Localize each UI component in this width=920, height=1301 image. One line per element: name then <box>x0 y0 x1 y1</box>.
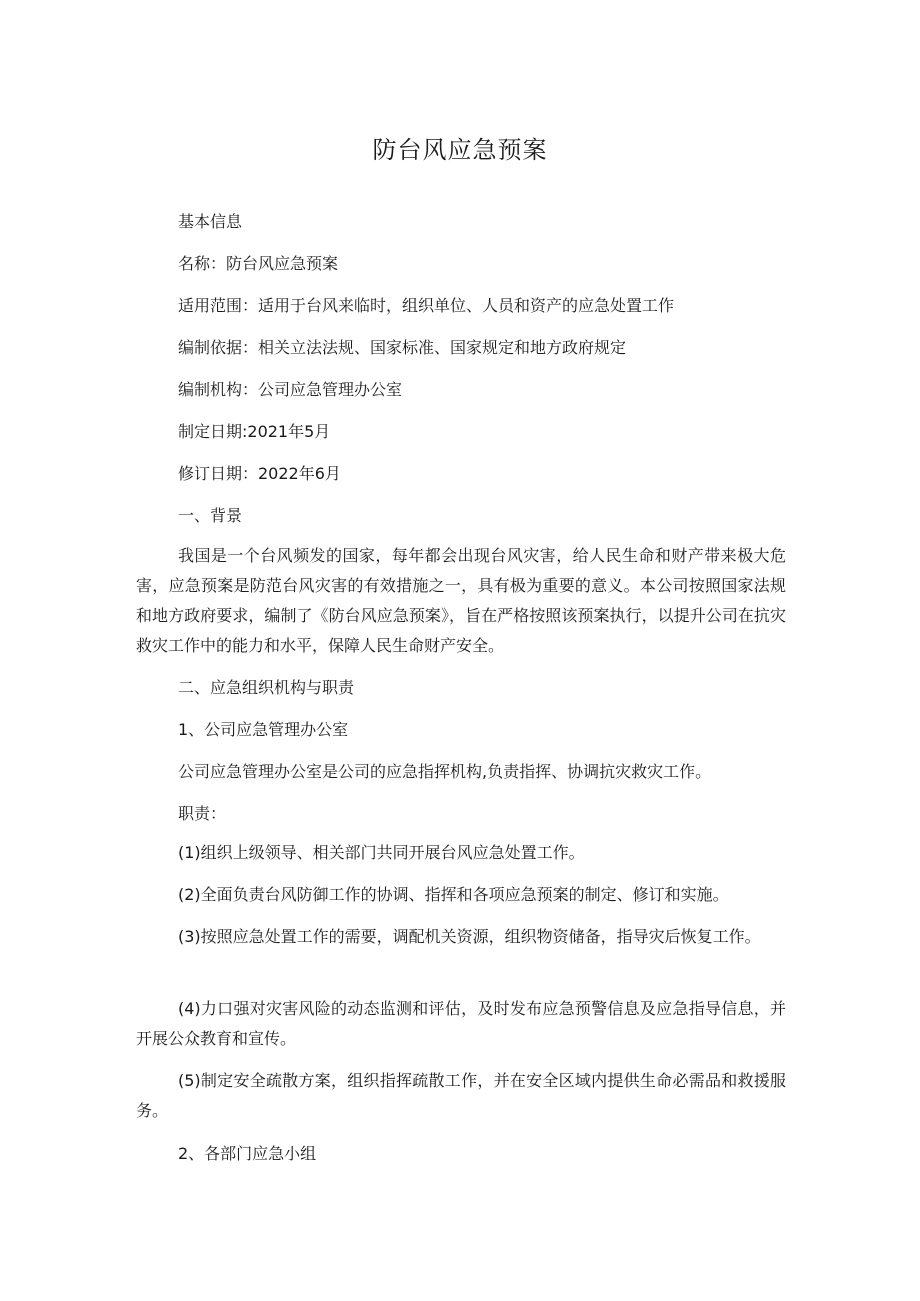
sub1-description: 公司应急管理办公室是公司的应急指挥机构,负责指挥、协调抗灾救灾工作。 <box>178 762 712 781</box>
sub2-heading: 2、各部门应急小组 <box>178 1144 317 1163</box>
section1-paragraph: 我国是一个台风频发的国家，每年都会出现台风灾害，给人民生命和财产带来极大危害，应急预案是防范台风灾害的有效措施之一，具有极为重要的意义。本公司按照国家法规和地方政府要求，编制了《防台风应急预案》，旨在严格按照该预案执行，以提升公司在抗灾救灾工作中的能力和水平，保障人民生命财产安全。 <box>136 546 786 655</box>
section1-heading: 一、背景 <box>178 506 243 525</box>
document-title: 防台风应急预案 <box>372 136 548 164</box>
duty-item-3: (3)按照应急处置工作的需要，调配机关资源，组织物资储备，指导灾后恢复工作。 <box>178 927 761 946</box>
scope-line: 适用范围：适用于台风来临时，组织单位、人员和资产的应急处置工作 <box>178 296 675 315</box>
basic-info-heading: 基本信息 <box>178 212 243 231</box>
sub1-heading: 1、公司应急管理办公室 <box>178 720 349 739</box>
section2-heading: 二、应急组织机构与职责 <box>178 678 355 697</box>
duties-label: 职责： <box>178 804 227 823</box>
duty-item-1: (1)组织上级领导、相关部门共同开展台风应急处置工作。 <box>178 843 585 862</box>
duty-item-4: (4)力口强对灾害风险的动态监测和评估，及时发布应急预警信息及应急指导信息，并开展公众教育和宣传。 <box>136 999 786 1048</box>
duty-item-5: (5)制定安全疏散方案，组织指挥疏散工作，并在安全区域内提供生命必需品和救援服务。 <box>136 1071 786 1120</box>
org-line: 编制机构：公司应急管理办公室 <box>178 380 403 399</box>
basis-line: 编制依据：相关立法法规、国家标准、国家规定和地方政府规定 <box>178 338 627 357</box>
duty-item-2: (2)全面负责台风防御工作的协调、指挥和各项应急预案的制定、修订和实施。 <box>178 885 729 904</box>
date-made-line: 制定日期:2021年5月 <box>178 422 331 441</box>
name-line: 名称：防台风应急预案 <box>178 254 339 273</box>
date-revised-line: 修订日期：2022年6月 <box>178 464 341 483</box>
